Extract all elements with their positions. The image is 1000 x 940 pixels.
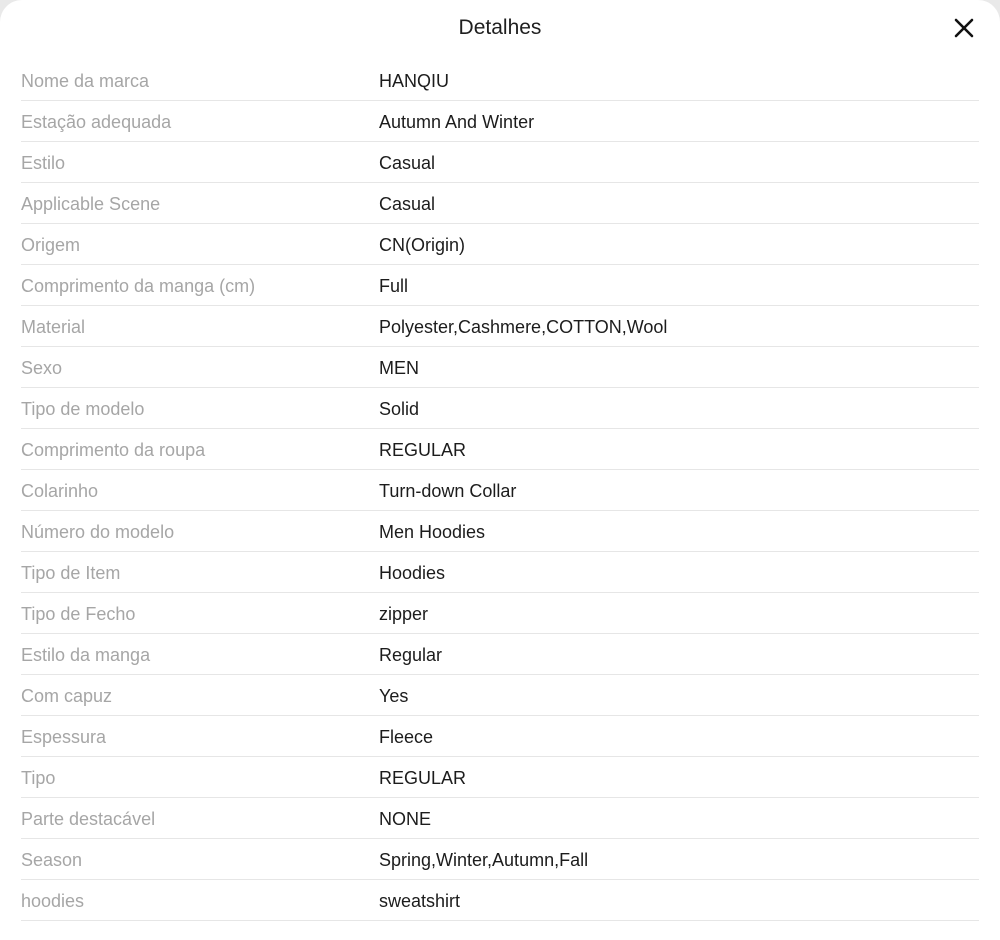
detail-row xyxy=(21,470,979,511)
detail-value: Casual xyxy=(379,153,436,173)
detail-value: MEN xyxy=(379,358,419,378)
detail-label: Parte destacável xyxy=(21,809,156,829)
detail-value: sweatshirt xyxy=(379,891,461,911)
detail-row xyxy=(21,675,979,716)
detail-label: Sexo xyxy=(21,358,63,378)
detail-value: Polyester,Cashmere,COTTON,Wool xyxy=(379,317,668,337)
detail-value: REGULAR xyxy=(379,440,467,460)
detail-row xyxy=(21,142,979,183)
detail-label: Nome da marca xyxy=(21,71,150,91)
detail-label: Applicable Scene xyxy=(21,194,161,214)
detail-row xyxy=(21,634,979,675)
detail-label: Tipo de modelo xyxy=(21,399,145,419)
detail-label: Tipo de Fecho xyxy=(21,604,136,624)
detail-value: Turn-down Collar xyxy=(379,481,517,501)
detail-value: Men Hoodies xyxy=(379,522,486,542)
detail-value: NONE xyxy=(379,809,432,829)
detail-row xyxy=(21,880,979,921)
detail-value: Autumn And Winter xyxy=(379,112,535,132)
detail-label: Material xyxy=(21,317,86,337)
detail-row xyxy=(21,511,979,552)
detail-label: Colarinho xyxy=(21,481,99,501)
detail-row xyxy=(21,60,979,101)
close-icon xyxy=(950,14,978,42)
detail-row xyxy=(21,593,979,634)
detail-label: Estilo da manga xyxy=(21,645,151,665)
detail-row xyxy=(21,183,979,224)
detail-label: Estilo xyxy=(21,153,66,173)
detail-value: Regular xyxy=(379,645,443,665)
detail-row xyxy=(21,798,979,839)
close-button[interactable] xyxy=(950,14,978,42)
detail-row xyxy=(21,265,979,306)
detail-row xyxy=(21,388,979,429)
detail-value: Spring,Winter,Autumn,Fall xyxy=(379,850,589,870)
details-list xyxy=(21,60,979,921)
detail-label: Com capuz xyxy=(21,686,113,706)
detail-value: Hoodies xyxy=(379,563,446,583)
detail-value: HANQIU xyxy=(379,71,450,91)
detail-value: REGULAR xyxy=(379,768,467,788)
detail-row xyxy=(21,347,979,388)
detail-label: Season xyxy=(21,850,83,870)
detail-label: Origem xyxy=(21,235,81,255)
detail-label: hoodies xyxy=(21,891,85,911)
detail-label: Tipo xyxy=(21,768,56,788)
detail-value: Yes xyxy=(379,686,409,706)
sheet-header xyxy=(0,0,1000,58)
detail-value: Casual xyxy=(379,194,436,214)
detail-value: CN(Origin) xyxy=(379,235,466,255)
detail-value: zipper xyxy=(379,604,429,624)
detail-row xyxy=(21,101,979,142)
detail-label: Número do modelo xyxy=(21,522,175,542)
page-title: Detalhes xyxy=(458,16,542,39)
detail-row xyxy=(21,716,979,757)
detail-row xyxy=(21,224,979,265)
detail-label: Comprimento da roupa xyxy=(21,440,206,460)
detail-value: Solid xyxy=(379,399,420,419)
detail-row xyxy=(21,757,979,798)
detail-row xyxy=(21,839,979,880)
detail-value: Fleece xyxy=(379,727,434,747)
detail-label: Comprimento da manga (cm) xyxy=(21,276,256,296)
detail-value: Full xyxy=(379,276,409,296)
detail-label: Estação adequada xyxy=(21,112,172,132)
detail-row xyxy=(21,429,979,470)
detail-row xyxy=(21,552,979,593)
detail-label: Tipo de Item xyxy=(21,563,121,583)
detail-label: Espessura xyxy=(21,727,107,747)
detail-row xyxy=(21,306,979,347)
